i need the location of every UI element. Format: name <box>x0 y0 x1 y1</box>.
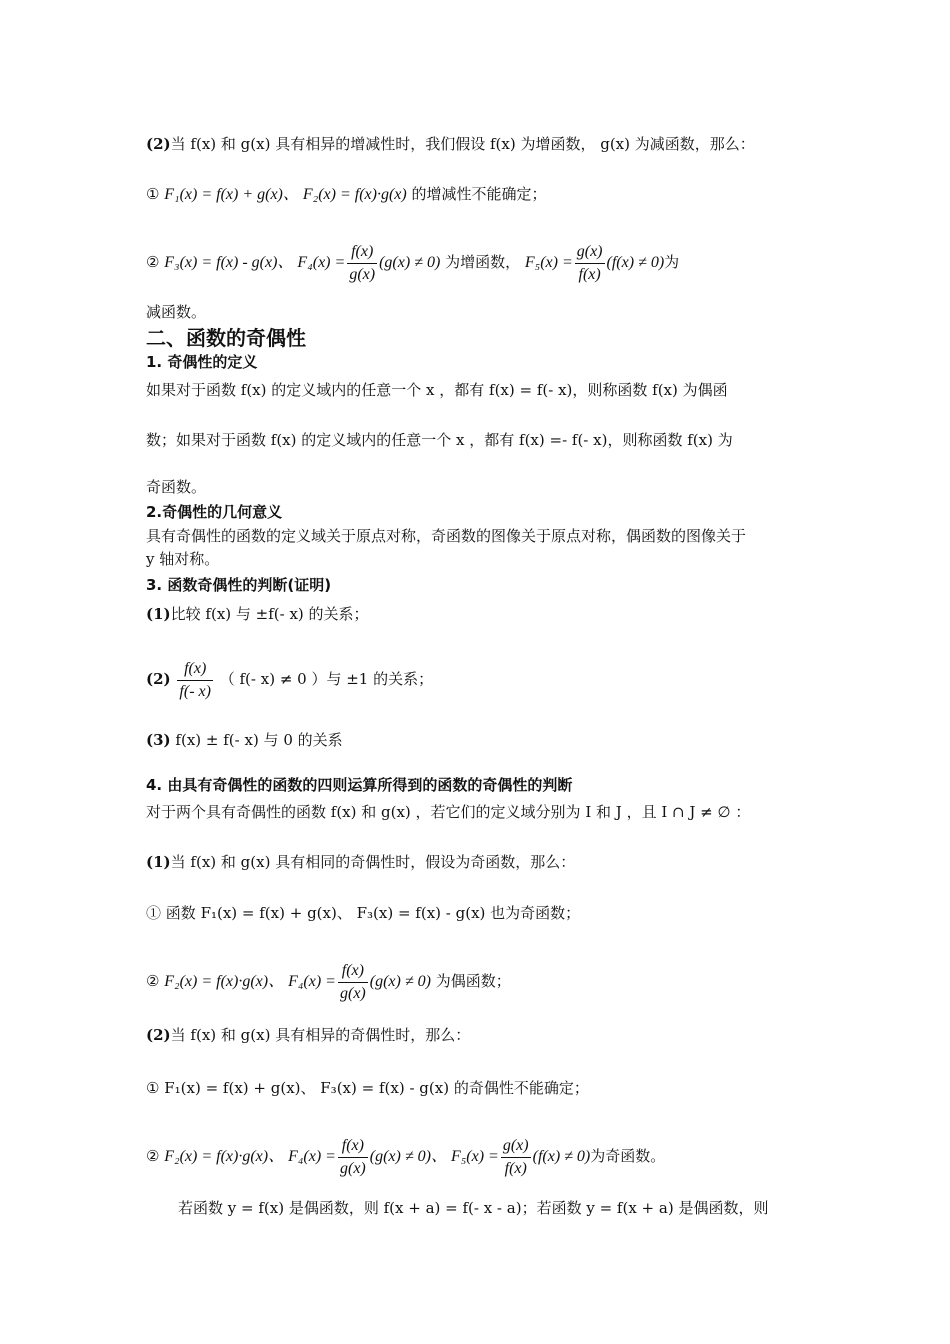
circled-number: ① <box>146 1079 160 1097</box>
fraction-numerator: f(x) <box>177 658 213 681</box>
fraction-numerator: g(x) <box>575 241 605 264</box>
subsection-heading: 4. 由具有奇偶性的函数的四则运算所得到的函数的奇偶性的判断 <box>146 776 573 794</box>
paragraph-text: 为奇函数。 <box>590 1147 666 1165</box>
list-item <box>146 957 826 1005</box>
paragraph-text: 为增函数， <box>445 253 521 271</box>
section-heading: 二、函数的奇偶性 <box>146 326 306 350</box>
paragraph-text: 减函数。 <box>146 303 207 321</box>
list-item <box>146 730 826 750</box>
formula: (g(x) ≠ 0)、 F₅(x) = <box>369 1148 499 1165</box>
list-item <box>146 852 826 872</box>
paragraph-text: 当 f(x) 和 g(x) 具有相同的奇偶性时，假设为奇函数，那么： <box>170 853 576 871</box>
list-item <box>146 903 826 923</box>
formula: F₂(x) = f(x)·g(x)、 F₄(x) = <box>164 973 336 990</box>
fraction-denominator: g(x) <box>339 1159 366 1177</box>
paragraph-line: 若函数 y = f(x) 是偶函数，则 f(x + a) = f(- x - a)；若函数 y = f(x + a) 是偶函数，则 <box>178 1199 769 1217</box>
formula: (f(x) ≠ 0) <box>532 1148 591 1165</box>
paragraph-line: 如果对于函数 f(x) 的定义域内的任意一个 x ，都有 f(x) = f(- x)，则称函数 f(x) 为偶函 <box>146 381 728 399</box>
mono-line-2 <box>146 184 826 205</box>
subsection-heading: 2.奇偶性的几何意义 <box>146 503 283 521</box>
item-number: (1) <box>146 853 171 871</box>
paragraph-text: 当 f(x) 和 g(x) 具有相异的增减性时，我们假设 f(x) 为增函数， g(x) 为减函数，那么： <box>170 135 755 153</box>
formula: (f(x) ≠ 0) <box>606 254 665 271</box>
fraction-numerator: f(x) <box>338 960 368 983</box>
paragraph-text: 比较 f(x) 与 ±f(- x) 的关系； <box>170 605 369 623</box>
paragraph-line: 具有奇偶性的函数的定义域关于原点对称，奇函数的图像关于原点对称，偶函数的图像关于 <box>146 527 747 545</box>
list-item <box>146 604 826 624</box>
circled-number: ② <box>146 253 160 271</box>
list-item <box>146 1132 826 1180</box>
mono-line-3 <box>146 238 826 286</box>
paragraph-text: （ f(- x) ≠ 0 ）与 ±1 的关系； <box>219 670 434 688</box>
fraction-numerator: f(x) <box>347 241 377 264</box>
fraction <box>338 960 368 1005</box>
fraction <box>575 241 605 286</box>
item-number: (2) <box>146 670 171 688</box>
circled-number: ① <box>146 904 162 922</box>
subsection-heading: 3. 函数奇偶性的判断(证明) <box>146 576 332 594</box>
formula: F₅(x) = <box>524 254 573 271</box>
circled-number: ② <box>146 972 160 990</box>
paragraph-text: 为偶函数； <box>435 972 511 990</box>
fraction <box>177 658 213 703</box>
paragraph-text: 的增减性不能确定； <box>411 185 547 203</box>
paragraph-line: 数；如果对于函数 f(x) 的定义域内的任意一个 x ，都有 f(x) =- f(- x)，则称函数 f(x) 为 <box>146 431 733 449</box>
paragraph-text: 为 <box>664 253 680 271</box>
paragraph-line: 对于两个具有奇偶性的函数 f(x) 和 g(x) ，若它们的定义域分别为 I 和 J ，且 I ∩ J ≠ ∅ ： <box>146 803 751 821</box>
formula: F₂(x) = f(x)·g(x)、 F₄(x) = <box>164 1148 336 1165</box>
mono-line-1 <box>146 134 826 154</box>
formula: (g(x) ≠ 0) <box>369 973 431 990</box>
item-number: (1) <box>146 605 171 623</box>
circled-number: ② <box>146 1147 160 1165</box>
list-item <box>146 1078 826 1098</box>
item-number: (3) <box>146 731 171 749</box>
paragraph-text: F₁(x) = f(x) + g(x)、 F₃(x) = f(x) - g(x) 的奇偶性不能确定； <box>164 1079 589 1097</box>
item-number: (2) <box>146 135 171 153</box>
fraction-denominator: f(- x) <box>179 682 211 700</box>
fraction-denominator: g(x) <box>339 984 366 1002</box>
fraction <box>347 241 377 286</box>
item-number: (2) <box>146 1026 171 1044</box>
list-item <box>146 655 826 703</box>
paragraph-line: y 轴对称。 <box>146 550 220 568</box>
paragraph-text: 函数 F₁(x) = f(x) + g(x)、 F₃(x) = f(x) - g(x) 也为奇函数； <box>165 904 581 922</box>
fraction <box>501 1135 531 1180</box>
formula: F₁(x) = f(x) + g(x)、 F₂(x) = f(x)·g(x) <box>164 186 407 203</box>
formula: (g(x) ≠ 0) <box>379 254 441 271</box>
fraction-denominator: f(x) <box>578 265 601 283</box>
fraction-numerator: g(x) <box>501 1135 531 1158</box>
mono-line-4 <box>146 302 826 322</box>
fraction-numerator: f(x) <box>338 1135 368 1158</box>
subsection-heading: 1. 奇偶性的定义 <box>146 353 258 371</box>
paragraph-text: 当 f(x) 和 g(x) 具有相异的奇偶性时，那么： <box>170 1026 471 1044</box>
list-item <box>146 1025 826 1045</box>
paragraph-text: f(x) ± f(- x) 与 0 的关系 <box>175 731 343 749</box>
circled-number: ① <box>146 185 160 203</box>
formula: F₃(x) = f(x) - g(x)、 F₄(x) = <box>164 254 346 271</box>
fraction-denominator: f(x) <box>504 1159 527 1177</box>
fraction-denominator: g(x) <box>349 265 376 283</box>
fraction <box>338 1135 368 1180</box>
paragraph-line: 奇函数。 <box>146 478 207 496</box>
